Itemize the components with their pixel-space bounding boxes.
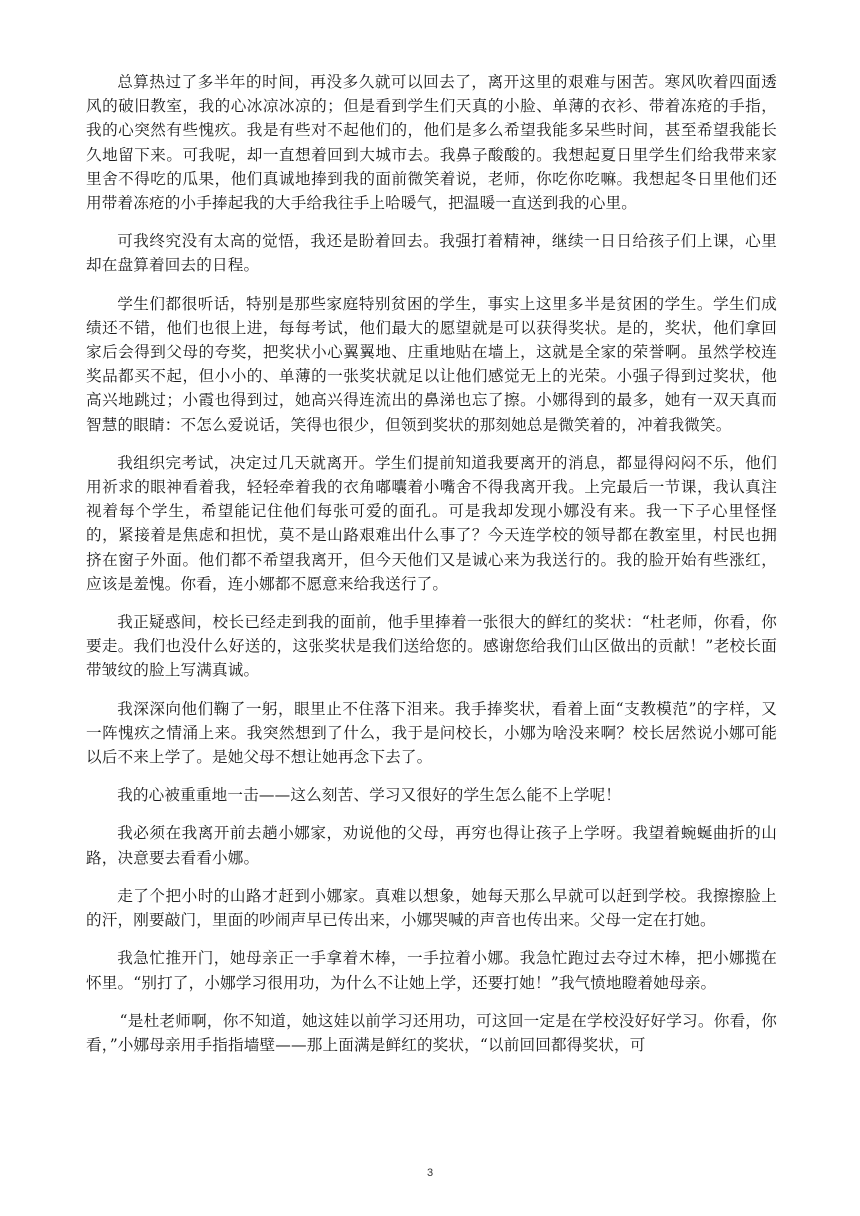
paragraph-9: 走了个把小时的山路才赶到小娜家。真难以想象，她每天那么早就可以赶到学校。我擦擦脸上的汗，刚要敲门，里面的吵闹声早已传出来，小娜哭喊的声音也传出来。父母一定在打她。 (86, 886, 777, 930)
paragraph-1: 总算热过了多半年的时间，再没多久就可以回去了，离开这里的艰难与困苦。寒风吹着四面透风的破旧教室，我的心冰凉冰凉的；但是看到学生们天真的小脸、单薄的衣衫、带着冻疮的手指，我的心突然有些愧疚。我是有些对不起他们的，他们是多么希望我能多呆些时间，甚至希望我能长久地留下来。可我呢，却一直想着回到大城市去。我鼻子酸酸的。我想起夏日里学生们给我带来家里舍不得吃的瓜果，他们真诚地捧到我的面前微笑着说，老师，你吃你吃嘛。我想起冬日里他们还用带着冻疮的小手捧起我的大手给我往手上哈暖气，把温暖一直送到我的心里。 (86, 73, 777, 213)
paragraph-4: 我组织完考试，决定过几天就离开。学生们提前知道我要离开的消息，都显得闷闷不乐，他们用祈求的眼神看着我，轻轻牵着我的衣角嘟囔着小嘴舍不得我离开我。上完最后一节课，我认真注视着每个学生，希望能记住他们每张可爱的面孔。可是我却发现小娜没有来。我一下子心里怪怪的，紧接着是焦虑和担忧，莫不是山路艰难出什么事了？今天连学校的领导都在教室里，村民也拥挤在窗子外面。他们都不希望我离开，但今天他们又是诚心来为我送行的。我的脸开始有些涨红，应该是羞愧。你看，连小娜都不愿意来给我送行了。 (86, 453, 777, 593)
paragraph-7: 我的心被重重地一击——这么刻苦、学习又很好的学生怎么能不上学呢！ (117, 786, 621, 805)
paragraph-3: 学生们都很听话，特别是那些家庭特别贫困的学生，事实上这里多半是贫困的学生。学生们成绩还不错，他们也很上进，每每考试，他们最大的愿望就是可以获得奖状。是的，奖状，他们拿回家后会得到父母的夸奖，把奖状小心翼翼地、庄重地贴在墙上，这就是全家的荣誉啊。虽然学校连奖品都买不起，但小小的、单薄的一张奖状就足以让他们感觉无上的光荣。小强子得到过奖状，他高兴地跳过；小霞也得到过，她高兴得连流出的鼻涕也忘了擦。小娜得到的最多，她有一双天真而智慧的眼睛：不怎么爱说话，笑得也很少，但领到奖状的那刻她总是微笑着的，冲着我微笑。 (86, 294, 777, 434)
paragraph-6: 我深深向他们鞠了一躬，眼里止不住落下泪来。我手捧奖状，看着上面“支教模范”的字样，又一阵愧疚之情涌上来。我突然想到了什么，我于是问校长，小娜为啥没来啊？校长居然说小娜可能以后不来上学了。是她父母不想让她再念下去了。 (86, 699, 777, 767)
paragraph-2: 可我终究没有太高的觉悟，我还是盼着回去。我强打着精神，继续一日日给孩子们上课，心里却在盘算着回去的日程。 (86, 232, 777, 275)
paragraph-8: 我必须在我离开前去趟小娜家，劝说他的父母，再穷也得让孩子上学呀。我望着蜿蜒曲折的山路，决意要去看看小娜。 (86, 824, 777, 867)
page-number: 3 (426, 1167, 434, 1179)
paragraph-10: 我急忙推开门，她母亲正一手拿着木棒，一手拉着小娜。我急忙跑过去夺过木棒，把小娜揽在怀里。“别打了，小娜学习很用功，为什么不让她上学，还要打她！”我气愤地瞪着她母亲。 (86, 949, 777, 992)
paragraph-11: “是杜老师啊，你不知道，她这娃以前学习还用功，可这回一定是在学校没好好学习。你看，你看，”小娜母亲用手指指墙壁——那上面满是鲜红的奖状，“以前回回都得奖状，可 (86, 1011, 777, 1054)
document-page (86, 70, 777, 1071)
paragraph-5: 我正疑惑间，校长已经走到我的面前，他手里捧着一张很大的鲜红的奖状：“杜老师，你看，你要走。我们也没什么好送的，这张奖状是我们送给您的。感谢您给我们山区做出的贡献！”老校长面带皱纹的脸上写满真诚。 (86, 613, 777, 680)
